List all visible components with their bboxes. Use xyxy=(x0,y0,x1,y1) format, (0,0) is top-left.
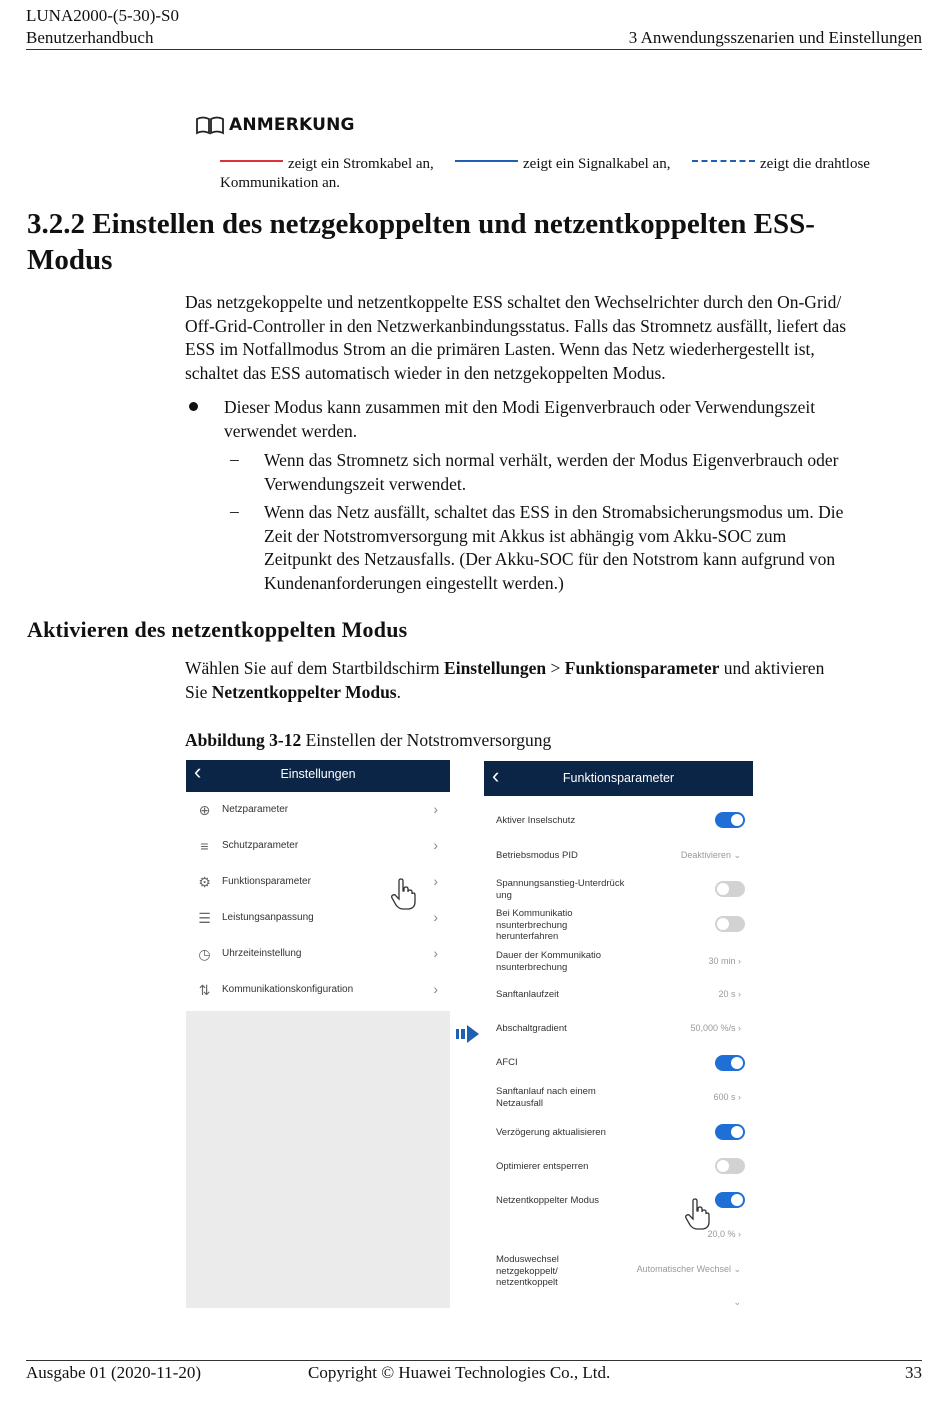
row-shutdown-on-comm-loss[interactable] xyxy=(484,906,753,946)
intro-paragraph xyxy=(185,291,846,385)
row-label: Aktiver Inselschutz xyxy=(496,815,576,826)
arrows-updown-icon: ⇅ xyxy=(198,982,211,998)
toggle-voltage-rise-suppression[interactable] xyxy=(715,881,745,897)
toggle-active-island-protection[interactable] xyxy=(715,812,745,828)
function-params-title-bar xyxy=(484,761,753,796)
row-label: Bei Kommunikatio nsunterbrechung herunterfahren xyxy=(496,908,573,942)
comm-loss-duration-value[interactable]: 30 min › xyxy=(708,956,741,966)
settings-title: Einstellungen xyxy=(280,767,356,781)
settings-item-protection[interactable] xyxy=(186,828,450,864)
text-run: Sie xyxy=(185,681,212,702)
chevron-right-icon: › xyxy=(433,981,438,997)
settings-item-label: Uhrzeiteinstellung xyxy=(222,948,302,959)
chevron-right-icon: › xyxy=(433,837,438,853)
clock-icon: ◷ xyxy=(198,946,211,962)
settings-title-bar xyxy=(186,760,450,792)
row-afci[interactable] xyxy=(484,1048,753,1082)
settings-screen xyxy=(186,760,450,1308)
footer-edition: Ausgabe 01 (2020-11-20) xyxy=(26,1363,201,1382)
settings-item-function-params[interactable] xyxy=(186,864,450,900)
intro-line: Off-Grid-Controller in den Netzwerkanbindungsstatus. Falls das Stromnetz ausfällt, liefert das xyxy=(185,315,847,336)
sub-item-2 xyxy=(264,501,843,595)
row-backup-soc[interactable] xyxy=(484,1218,753,1248)
figure-caption-text: Einstellen der Notstromversorgung xyxy=(301,730,552,750)
header-rule xyxy=(26,49,922,50)
signal-cable-text: zeigt ein Signalkabel an, xyxy=(523,156,671,172)
row-pid-mode[interactable] xyxy=(484,838,753,872)
settings-item-power-adjust[interactable] xyxy=(186,900,450,936)
row-label: Betriebsmodus PID xyxy=(496,850,578,861)
toggle-offgrid-mode[interactable] xyxy=(715,1192,745,1208)
chevron-right-icon: › xyxy=(433,801,438,817)
soft-start-after-grid-failure-value[interactable]: 600 s › xyxy=(713,1092,741,1102)
row-label: Spannungsanstieg-Unterdrück ung xyxy=(496,878,625,901)
settings-item-label: Funktionsparameter xyxy=(222,876,311,887)
intro-line: ESS im Notfallmodus Strom an die primären Lasten. Wenn das Netz wiederhergestellt ist, xyxy=(185,339,815,359)
row-label: Dauer der Kommunikatio nsunterbrechung xyxy=(496,950,602,973)
back-icon[interactable]: ‹ xyxy=(194,759,202,784)
row-label: Moduswechsel netzgekoppelt/ netzentkoppelt xyxy=(496,1254,559,1288)
menu-path-function-params: Funktionsparameter xyxy=(564,658,720,678)
function-params-title: Funktionsparameter xyxy=(562,771,675,785)
menu-path-offgrid-mode: Netzentkoppelter Modus xyxy=(211,681,397,702)
sub-line: Verwendungszeit verwendet. xyxy=(264,473,467,494)
text-run: Wählen Sie auf dem Startbildschirm xyxy=(185,658,445,678)
wireless-line xyxy=(692,160,755,162)
row-shutdown-gradient[interactable] xyxy=(484,1014,753,1048)
bullet-dot xyxy=(189,402,198,411)
header-doc-type: Benutzerhandbuch xyxy=(26,28,154,47)
sub-line: Kundenanforderungen eingestellt werden.) xyxy=(264,572,564,593)
bullet-line: verwendet werden. xyxy=(224,420,358,441)
shutdown-gradient-value[interactable]: 50,000 %/s › xyxy=(690,1023,741,1033)
power-cable-text: zeigt ein Stromkabel an, xyxy=(288,156,434,172)
network-icon: ⊕ xyxy=(198,802,211,818)
section-title-line1: 3.2.2 Einstellen des netzgekoppelten und netzentkoppelten ESS- xyxy=(27,208,815,240)
row-label: AFCI xyxy=(496,1057,518,1068)
wireless-text-cont: Kommunikation an. xyxy=(220,175,340,191)
wireless-text: zeigt die drahtlose xyxy=(760,156,870,172)
text-run: und aktivieren xyxy=(719,658,825,678)
toggle-shutdown-on-comm-loss[interactable] xyxy=(715,916,745,932)
subsection-paragraph xyxy=(185,657,925,704)
settings-item-label: Kommunikationskonfiguration xyxy=(222,984,354,995)
signal-cable-line xyxy=(455,160,518,162)
row-more[interactable] xyxy=(484,1293,753,1315)
list-icon: ☰ xyxy=(198,910,211,926)
text-run: > xyxy=(546,658,565,678)
book-icon xyxy=(195,115,225,137)
bullet-text xyxy=(224,396,815,443)
settings-item-label: Netzparameter xyxy=(222,804,289,815)
row-offgrid-mode[interactable] xyxy=(484,1184,753,1218)
section-title-line2: Modus xyxy=(27,244,113,276)
footer-page-number: 33 xyxy=(905,1363,922,1382)
header-model: LUNA2000-(5-30)-S0 xyxy=(26,6,179,25)
chevron-right-icon: › xyxy=(433,945,438,961)
arrow-right-icon xyxy=(455,1022,481,1046)
toggle-unlock-optimizer[interactable] xyxy=(715,1158,745,1174)
sub-dash: – xyxy=(230,449,239,469)
row-label: Optimierer entsperren xyxy=(496,1161,589,1172)
back-icon[interactable]: ‹ xyxy=(492,763,500,788)
settings-item-network[interactable] xyxy=(186,792,450,828)
row-mode-switch[interactable] xyxy=(484,1251,753,1293)
menu-path-settings: Einstellungen xyxy=(444,658,547,678)
row-unlock-optimizer[interactable] xyxy=(484,1150,753,1184)
pid-mode-value[interactable]: Deaktivieren ⌄ xyxy=(680,850,741,860)
row-label: Verzögerung aktualisieren xyxy=(496,1127,606,1138)
toggle-update-delay[interactable] xyxy=(715,1124,745,1140)
gear-icon: ⚙ xyxy=(198,874,211,890)
row-comm-loss-duration[interactable] xyxy=(484,946,753,980)
row-voltage-rise-suppression[interactable] xyxy=(484,872,753,906)
sub-line: Wenn das Netz ausfällt, schaltet das ESS in den Stromabsicherungsmodus um. Die xyxy=(264,502,844,522)
row-label: Sanftanlaufzeit xyxy=(496,989,559,1000)
intro-line: Das netzgekoppelte und netzentkoppelte ESS schaltet den Wechselrichter durch den On-Grid/ xyxy=(185,292,842,312)
settings-item-time[interactable] xyxy=(186,936,450,972)
power-cable-line xyxy=(220,160,283,162)
footer-copyright: Copyright © Huawei Technologies Co., Ltd. xyxy=(308,1363,611,1382)
soft-start-time-value[interactable]: 20 s › xyxy=(718,989,741,999)
row-label: Abschaltgradient xyxy=(496,1023,567,1034)
row-soft-start-after-grid-failure[interactable] xyxy=(484,1082,753,1116)
row-label: Sanftanlauf nach einem Netzausfall xyxy=(496,1086,596,1109)
figure-label: Abbildung 3-12 xyxy=(185,730,302,750)
intro-line: schaltet das ESS automatisch wieder in den netzgekoppelten Modus. xyxy=(185,362,666,383)
chevron-right-icon: › xyxy=(433,873,438,889)
text-run: . xyxy=(396,681,401,702)
mode-switch-value[interactable]: Automatischer Wechsel ⌄ xyxy=(636,1264,741,1274)
sub-line: Zeit der Notstromversorgung mit Akkus ist abhängig vom Akku-SOC zum xyxy=(264,525,787,546)
row-label: Netzentkoppelter Modus xyxy=(496,1195,599,1206)
function-params-screen xyxy=(484,761,753,1319)
figure-caption xyxy=(185,729,551,753)
settings-item-label: Schutzparameter xyxy=(222,840,299,851)
settings-item-label: Leistungsanpassung xyxy=(222,912,314,923)
row-active-island-protection[interactable] xyxy=(484,803,753,837)
note-title: ANMERKUNG xyxy=(229,115,355,135)
settings-list xyxy=(186,792,450,1011)
row-update-delay[interactable] xyxy=(484,1116,753,1150)
toggle-afci[interactable] xyxy=(715,1055,745,1071)
sub-dash: – xyxy=(230,501,239,521)
row-soft-start-time[interactable] xyxy=(484,980,753,1014)
subsection-title: Aktivieren des netzentkoppelten Modus xyxy=(27,617,408,642)
sub-line: Zeitpunkt des Netzausfalls. (Der Akku-SOC für den Notstrom kann aufgrund von xyxy=(264,549,836,569)
bullet-line: Dieser Modus kann zusammen mit den Modi Eigenverbrauch oder Verwendungszeit xyxy=(224,397,816,417)
settings-item-communication[interactable] xyxy=(186,972,450,1008)
sub-item-1 xyxy=(264,449,838,496)
backup-soc-value[interactable]: 20,0 % › xyxy=(707,1229,741,1239)
chevron-down-icon[interactable]: ⌄ xyxy=(733,1297,741,1307)
footer-rule xyxy=(26,1360,922,1361)
sub-line: Wenn das Stromnetz sich normal verhält, werden der Modus Eigenverbrauch oder xyxy=(264,450,839,470)
chevron-right-icon: › xyxy=(433,909,438,925)
header-chapter: 3 Anwendungsszenarien und Einstellungen xyxy=(628,28,922,47)
protection-icon: ≡ xyxy=(200,838,209,854)
